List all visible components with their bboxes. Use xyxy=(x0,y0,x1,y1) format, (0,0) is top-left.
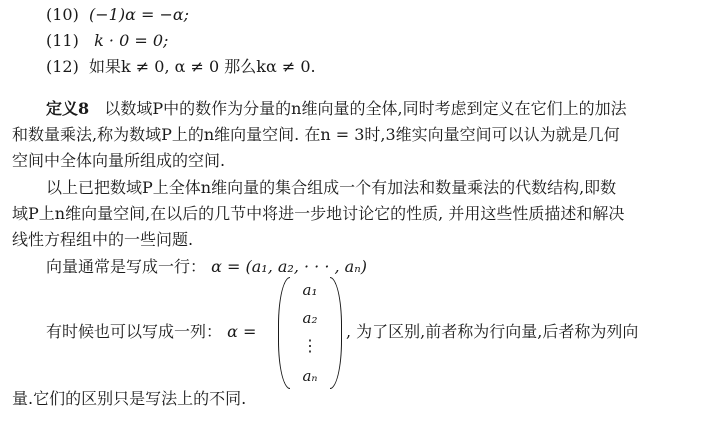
list-formula: 如果k ≠ 0, α ≠ 0 那么kα ≠ 0. xyxy=(89,57,316,76)
paragraph-line-3: 线性方程组中的一些问题. xyxy=(12,230,194,249)
definition-label: 定义8 xyxy=(46,99,90,118)
row-vector-prefix: 向量通常是写成一行： xyxy=(46,257,207,276)
paragraph-line-2: 域P上n维向量空间,在以后的几节中将进一步地讨论它的性质, 并用这些性质描述和解决 xyxy=(12,204,625,223)
list-formula: (−1)α = −α; xyxy=(89,5,190,24)
list-item-12 xyxy=(46,56,316,78)
vector-entry-a2: a₂ xyxy=(302,309,318,327)
row-vector-formula: α = (a₁, a₂, · · · , aₙ) xyxy=(211,257,367,276)
definition-text: 以数域P中的数作为分量的n维向量的全体,同时考虑到定义在它们上的加法 xyxy=(104,99,627,118)
definition-line-3: 空间中全体向量所组成的空间. xyxy=(12,151,226,170)
row-vector-line xyxy=(46,256,367,278)
column-vector-matrix xyxy=(278,277,342,389)
vector-entry-vdots: ⋮ xyxy=(302,336,318,355)
list-number: (12) xyxy=(46,57,79,76)
definition-line-2: 和数量乘法,称为数域P上的n维向量空间. 在n = 3时,3维实向量空间可以认为就是几何 xyxy=(12,125,620,144)
list-formula: k · 0 = 0; xyxy=(94,31,169,50)
column-vector-prefix: 有时候也可以写成一列： α = xyxy=(46,322,257,341)
column-vector-lhs: α = xyxy=(227,322,257,341)
list-item-11 xyxy=(46,30,168,52)
vector-entry-an: aₙ xyxy=(302,367,318,385)
column-vector-suffix: , 为了区别,前者称为行向量,后者称为列向 xyxy=(346,322,639,341)
list-item-10 xyxy=(46,4,189,26)
definition-line-1 xyxy=(46,98,627,120)
list-number: (10) xyxy=(46,5,79,24)
list-number: (11) xyxy=(46,31,79,50)
paragraph-line-1: 以上已把数域P上全体n维向量的集合组成一个有加法和数量乘法的代数结构,即数 xyxy=(46,178,617,197)
vector-entry-a1: a₁ xyxy=(302,281,318,299)
closing-line: 量.它们的区别只是写法上的不同. xyxy=(12,389,247,408)
